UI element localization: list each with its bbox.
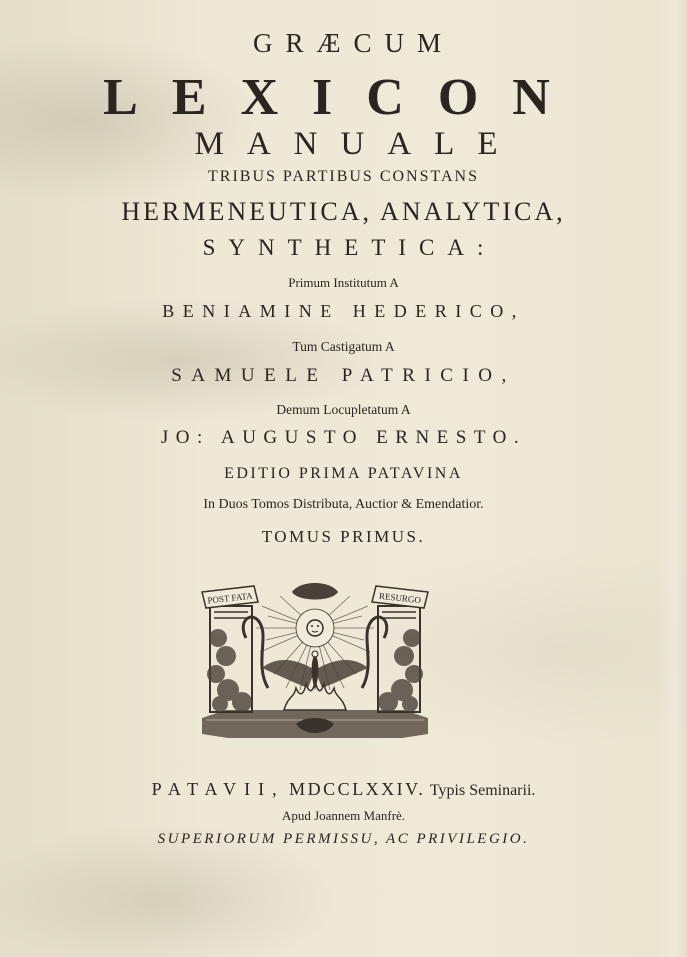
- attribution-tum: Tum Castigatum A: [292, 339, 395, 354]
- title-lexicon: LEXICON: [103, 69, 584, 126]
- subtitle-synthetica: SYNTHETICA:: [202, 235, 497, 260]
- svg-text:RESURGO: RESURGO: [378, 590, 422, 606]
- subtitle-tribus: TRIBUS PARTIBUS CONSTANS: [208, 168, 479, 185]
- edition-line: EDITIO PRIMA PATAVINA: [224, 465, 463, 482]
- imprint-publisher: Apud Joannem Manfrè.: [281, 808, 406, 823]
- imprint-printer: Typis Seminarii.: [429, 782, 536, 799]
- title-graecum: GRÆCUM: [252, 28, 455, 58]
- imprint-year: MDCCLXXIV.: [289, 779, 426, 799]
- svg-text:POST FATA: POST FATA: [206, 590, 254, 606]
- edition-distribution: In Duos Tomos Distributa, Auctior & Emendatior.: [203, 497, 484, 512]
- author-ernesto: JO: AUGUSTO ERNESTO.: [160, 427, 527, 448]
- phoenix-vignette-icon: [196, 578, 434, 750]
- imprint-place: PATAVII,: [151, 779, 285, 799]
- attribution-demum: Demum Locupletatum A: [276, 402, 411, 417]
- imprint-place-year: [0, 780, 687, 799]
- author-hederico: BENIAMINE HEDERICO,: [162, 301, 525, 321]
- author-patricio: SAMUELE PATRICIO,: [171, 365, 516, 386]
- attribution-primum: Primum Institutum A: [288, 275, 399, 290]
- imprint-privilege: SUPERIORUM PERMISSU, AC PRIVILEGIO.: [157, 831, 530, 847]
- volume-line: TOMUS PRIMUS.: [261, 527, 426, 546]
- subtitle-hermeneutica: HERMENEUTICA, ANALYTICA,: [121, 197, 566, 226]
- title-manuale: MANUALE: [194, 126, 521, 162]
